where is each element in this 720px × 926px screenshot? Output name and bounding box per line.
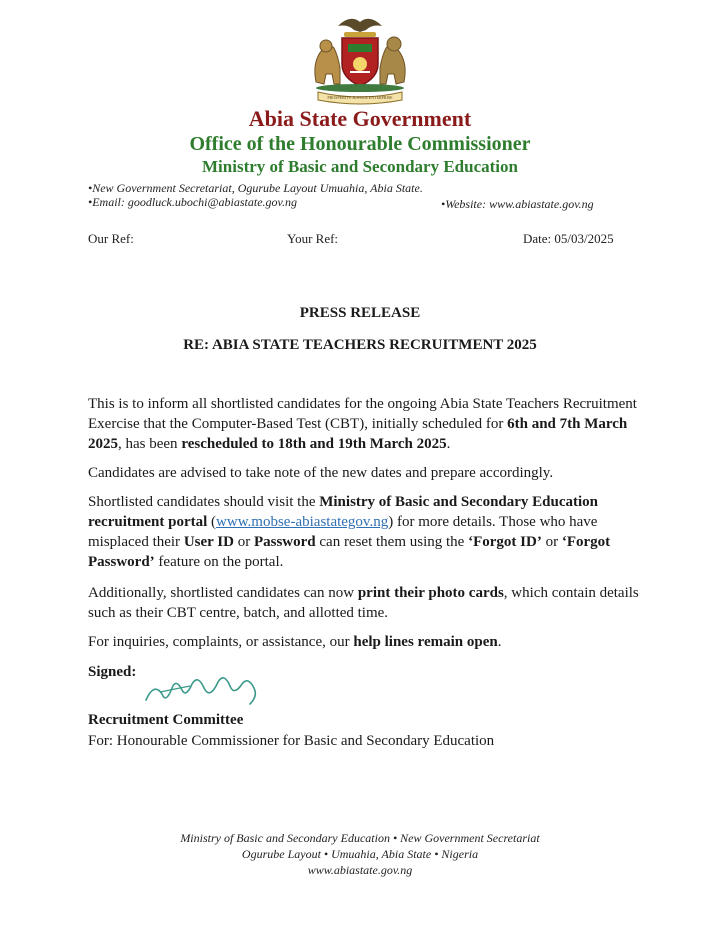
footer-line-2: Ogurube Layout • Umuahia, Abia State • Nigeria (241, 847, 479, 861)
signature-icon (140, 664, 270, 714)
committee-name: Recruitment Committee (88, 712, 244, 728)
date: Date: 05/03/2025 (523, 231, 614, 246)
government-title: Abia State Government (248, 106, 472, 131)
your-ref: Your Ref: (287, 231, 339, 246)
portal-link[interactable]: www.mobse-abiastategov.ng (216, 514, 389, 530)
for-line: For: Honourable Commissioner for Basic and Secondary Education (88, 733, 495, 749)
our-ref: Our Ref: (88, 231, 134, 246)
press-release-title: PRESS RELEASE (299, 305, 421, 321)
paragraph-5: For inquiries, complaints, or assistance, our help lines remain open. (88, 634, 502, 650)
crest-motto: PROSPERITY JUSTICE ENTERPRISE (327, 95, 393, 100)
office-title: Office of the Honourable Commissioner (189, 133, 531, 155)
paragraph-3: Shortlisted candidates should visit the Ministry of Basic and Secondary Education recruitment portal (www.mobse-abiastategov.ng) for more details. Those who have misplaced their User ID or Password can reset them using the ‘Forgot ID’ or ‘Forgot Password’ feature on the portal. (88, 494, 611, 570)
email-line: •Email: goodluck.ubochi@abiastate.gov.ng (88, 195, 297, 209)
ministry-title: Ministry of Basic and Secondary Education (202, 157, 518, 176)
paragraph-2: Candidates are advised to take note of the new dates and prepare accordingly. (88, 465, 554, 481)
paragraph-4: Additionally, shortlisted candidates can now print their photo cards, which contain details such as their CBT centre, batch, and allotted time. (88, 585, 639, 621)
website-line: •Website: www.abiastate.gov.ng (441, 197, 594, 211)
coat-of-arms-icon (298, 12, 422, 106)
subject-line: RE: ABIA STATE TEACHERS RECRUITMENT 2025 (183, 337, 537, 353)
paragraph-1: This is to inform all shortlisted candidates for the ongoing Abia State Teachers Recruitment Exercise that the Computer-Based Test (CBT), initially scheduled for 6th and 7th March 2025, has been rescheduled to 18th and 19th March 2025. (88, 396, 637, 452)
signed-label: Signed: (88, 664, 137, 680)
address-line: •New Government Secretariat, Ogurube Layout Umuahia, Abia State. (88, 181, 423, 195)
footer-line-1: Ministry of Basic and Secondary Education • New Government Secretariat (180, 831, 540, 845)
footer-line-3: www.abiastate.gov.ng (307, 863, 413, 877)
